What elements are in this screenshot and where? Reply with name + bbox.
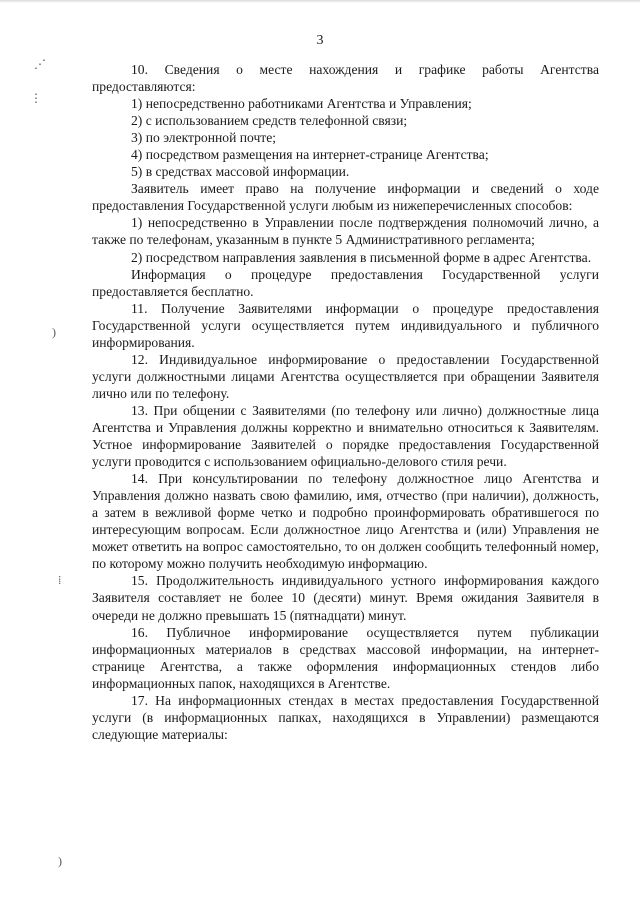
page-number: 3 (316, 33, 324, 48)
paragraph: 17. На информационных стендах в местах предоставления Государственной услуги (в информационных папках, находящихся в Управлении) размещаются следующие материалы: (92, 692, 599, 742)
paragraph: 14. При консультировании по телефону должностное лицо Агентства и Управления должно назвать свою фамилию, имя, отчество (при наличии), должность, а затем в вежливой форме четко и подробно проинформировать обратившегося по интересующим вопросам. Если должностное лицо Агентства и (или) Управления не может ответить на вопрос самостоятельно, то он должен сообщить телефонный номер, по которому можно получить необходимую информацию. (92, 471, 599, 572)
paragraph: Информация о процедуре предоставления Государственной услуги предоставляется бесплатно. (92, 266, 599, 299)
paragraph: Заявитель имеет право на получение информации и сведений о ходе предоставления Государственной услуги любым из нижеперечисленных способов: (92, 181, 599, 214)
list-item: 2) с использованием средств телефонной связи; (131, 113, 408, 129)
scan-artifact: ) (52, 325, 56, 339)
list-item: 5) в средствах массовой информации. (131, 164, 350, 180)
paragraph: 10. Сведения о месте нахождения и графике работы Агентства предоставляются: (92, 62, 599, 95)
list-item: 1) непосредственно работниками Агентства и Управления; (131, 96, 472, 112)
list-item: 4) посредством размещения на интернет-странице Агентства; (131, 147, 489, 163)
scan-edge (0, 0, 640, 3)
list-item: 3) по электронной почте; (131, 130, 277, 146)
document-body (92, 61, 599, 743)
scan-artifact: ) (58, 854, 62, 868)
paragraph: 2) посредством направления заявления в письменной форме в адрес Агентства. (131, 249, 592, 265)
paragraph: 12. Индивидуальное информирование о предоставлении Государственной услуги должностными лицами Агентства осуществляется при обращении Заявителя лично или по телефону. (92, 351, 599, 401)
paragraph: 15. Продолжительность индивидуального устного информирования каждого Заявителя составляет не более 10 (десяти) минут. Время ожидания Заявителя в очереди не должно превышать 15 (пятнадцати) минут. (92, 573, 599, 623)
paragraph: 11. Получение Заявителями информации о процедуре предоставления Государственной услуги осуществляется путем индивидуального и публичного информирования. (92, 300, 599, 350)
paragraph: 13. При общении с Заявителями (по телефону или лично) должностные лица Агентства и Управления должны корректно и внимательно относиться к Заявителям. Устное информирование Заявителей о порядке предоставления Государственной услуги проводится с использованием официально-делового стиля речи. (92, 402, 599, 470)
paragraph: 1) непосредственно в Управлении после подтверждения полномочий лично, а также по телефонам, указанным в пункте 5 Административного регламента; (92, 215, 599, 248)
paragraph: 16. Публичное информирование осуществляется путем публикации информационных материалов в средствах массовой информации, на интернет-странице Агентства, а также оформления информационных стендов либо информационных папок, находящихся в Агентстве. (92, 624, 599, 691)
scan-artifact: ⋰ (34, 57, 46, 71)
scan-artifact: ⁞ (58, 573, 62, 587)
scan-artifact: ⋮ (30, 91, 42, 105)
